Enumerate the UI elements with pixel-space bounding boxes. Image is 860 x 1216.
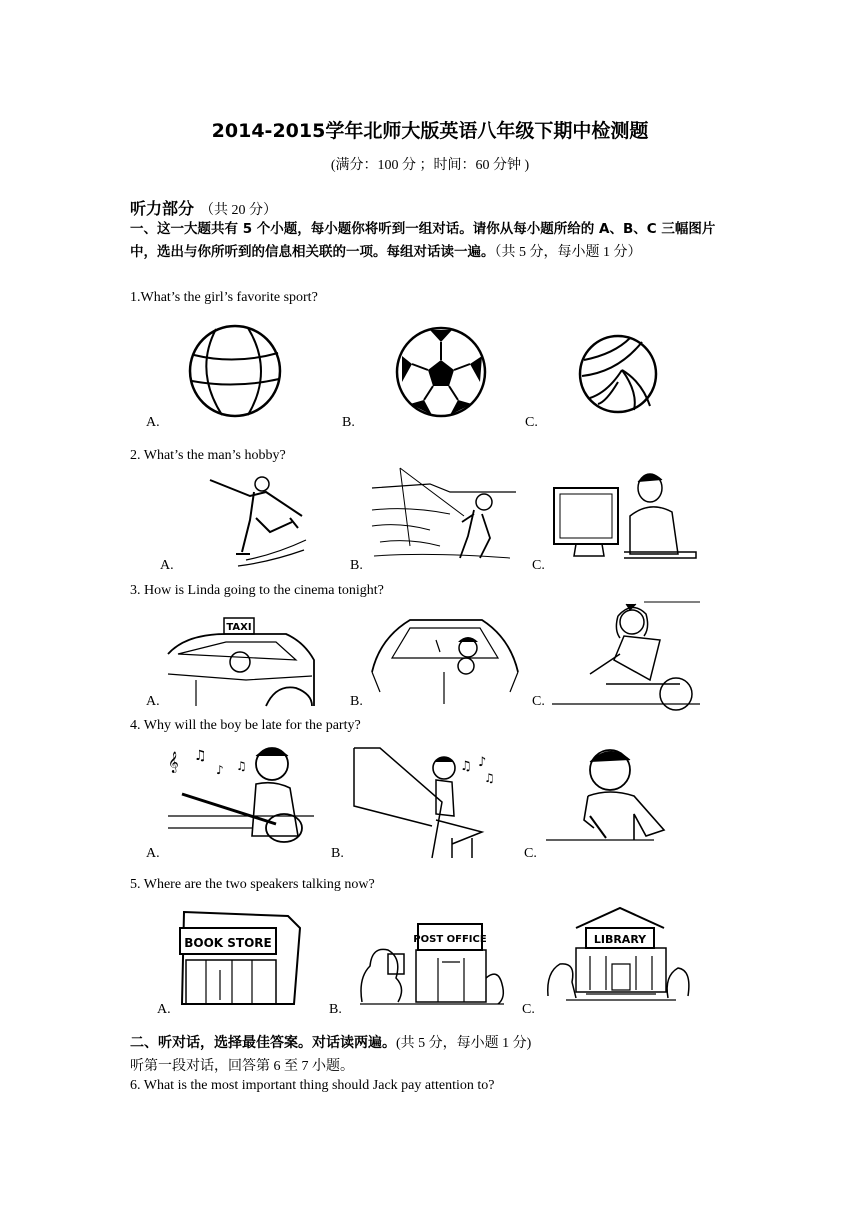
option-b: B. — [331, 846, 344, 861]
svg-text:𝄞: 𝄞 — [168, 752, 179, 773]
library-icon — [546, 906, 692, 1006]
volleyball-icon — [578, 332, 660, 418]
option-a: A. — [160, 558, 174, 573]
section-score: （共 20 分） — [200, 203, 278, 218]
taxi-icon — [166, 614, 316, 708]
part2-line1: 听第一段对话，回答第 6 至 7 小题。 — [130, 1059, 354, 1074]
basketball-icon — [186, 323, 286, 423]
option-a: A. — [157, 1002, 171, 1017]
piano-boy-icon — [352, 746, 502, 858]
option-c: C. — [532, 694, 545, 709]
book-store-icon — [176, 910, 304, 1006]
question-6: 6. What is the most important thing should Jack pay attention to? — [130, 1078, 495, 1093]
post-office-sign: POST OFFICE — [413, 934, 487, 945]
svg-text:♫: ♫ — [236, 759, 247, 773]
question-4: 4. Why will the boy be late for the party? — [130, 718, 361, 733]
question-5: 5. Where are the two speakers talking now? — [130, 877, 375, 892]
page-title: 2014-2015学年北师大版英语八年级下期中检测题 — [211, 120, 649, 142]
question-2: 2. What’s the man’s hobby? — [130, 448, 286, 463]
instruction-bold: 一、这一大题共有 5 个小题，每小题你将听到一组对话。请你从每小题所给的 A、B、C 三幅图片中，选出与你所听到的信息相关联的一项。每组对话读一遍。 — [130, 221, 716, 260]
soccer-ball-icon — [394, 326, 490, 422]
part2-score: (共 5 分，每小题 1 分) — [396, 1036, 532, 1051]
option-a: A. — [146, 846, 160, 861]
option-a: A. — [146, 415, 160, 430]
svg-text:♫: ♫ — [194, 748, 207, 764]
option-b: B. — [350, 558, 363, 573]
exam-info: (满分：100 分 ；时间：60 分钟 ) — [330, 158, 530, 173]
question-3: 3. How is Linda going to the cinema tonight? — [130, 583, 384, 598]
option-b: B. — [350, 694, 363, 709]
ice-skating-icon — [206, 470, 312, 568]
question-1: 1.What’s the girl’s favorite sport? — [130, 290, 318, 305]
section-heading — [130, 196, 277, 219]
bicycle-icon — [550, 600, 700, 708]
library-sign: LIBRARY — [593, 933, 647, 946]
taxi-sign: TAXI — [226, 622, 252, 633]
computer-user-icon — [550, 466, 700, 566]
part1-instruction — [130, 218, 734, 264]
instruction-score: （共 5 分，每小题 1 分） — [494, 245, 642, 260]
option-a: A. — [146, 694, 160, 709]
svg-text:♪: ♪ — [216, 763, 224, 777]
guitar-boy-icon — [166, 744, 316, 856]
option-b: B. — [329, 1002, 342, 1017]
svg-text:♪: ♪ — [478, 755, 487, 770]
part2-title: 二、听对话，选择最佳答案。对话读两遍。 — [130, 1035, 396, 1051]
fishing-icon — [370, 466, 518, 566]
svg-text:♫: ♫ — [484, 771, 495, 785]
option-b: B. — [342, 415, 355, 430]
section-title: 听力部分 — [130, 199, 195, 218]
option-c: C. — [532, 558, 545, 573]
svg-text:♫: ♫ — [460, 759, 472, 774]
post-office-icon — [358, 918, 504, 1006]
writing-boy-icon — [544, 744, 668, 856]
option-c: C. — [522, 1002, 535, 1017]
car-driving-icon — [370, 612, 520, 706]
option-c: C. — [524, 846, 537, 861]
option-c: C. — [525, 415, 538, 430]
part2-heading — [130, 1032, 531, 1052]
book-store-sign: BOOK STORE — [184, 936, 272, 950]
